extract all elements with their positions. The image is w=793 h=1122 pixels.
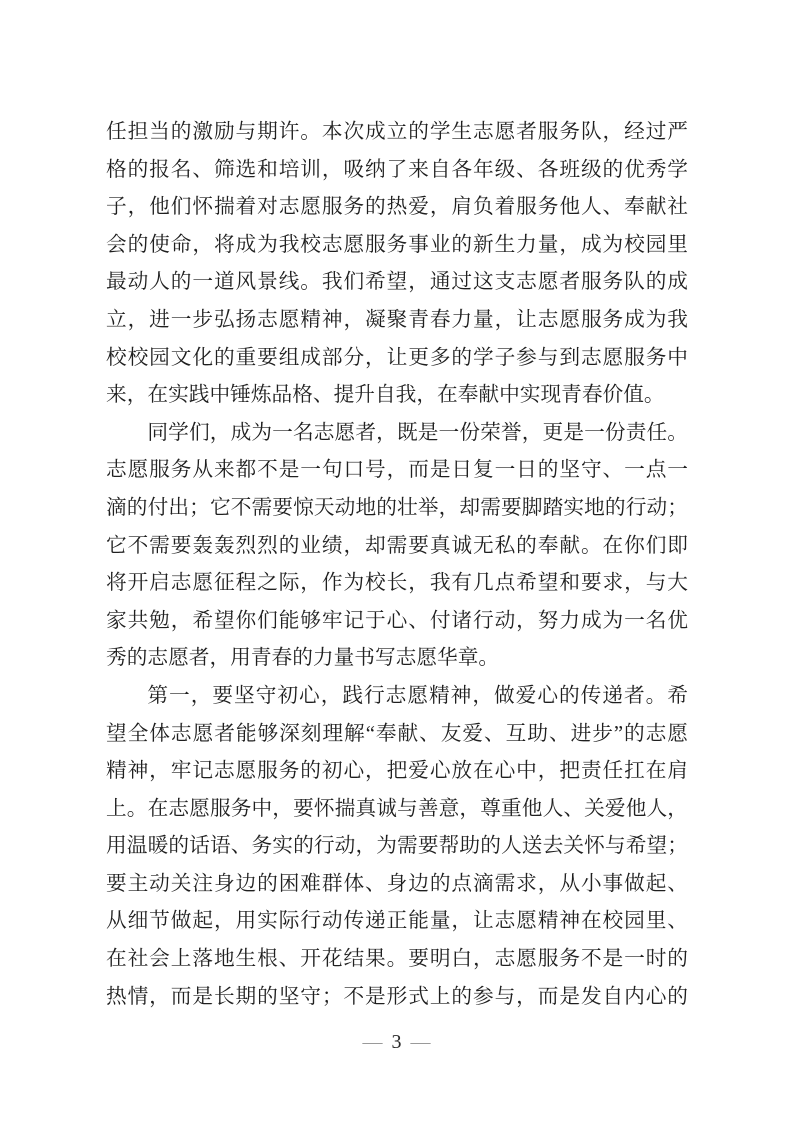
- document-line: 格的报名、筛选和培训，吸纳了来自各年级、各班级的优秀学: [106, 158, 688, 181]
- page-number-right-dash: —: [410, 1031, 431, 1053]
- document-line: 滴的付出；它不需要惊天动地的壮举，却需要脚踏实地的行动；: [106, 496, 688, 519]
- document-line: 在社会上落地生根、开花结果。要明白，志愿服务不是一时的: [106, 948, 688, 971]
- page-number-left-dash: —: [362, 1031, 383, 1053]
- document-line: 上。在志愿服务中，要怀揣真诚与善意，尊重他人、关爱他人，: [106, 797, 688, 820]
- document-line: 秀的志愿者，用青春的力量书写志愿华章。: [106, 647, 500, 670]
- page-number: 3: [391, 1031, 402, 1053]
- document-line: 校校园文化的重要组成部分，让更多的学子参与到志愿服务中: [106, 346, 688, 369]
- document-line: 第一，要坚守初心，践行志愿精神，做爱心的传递者。希: [147, 684, 688, 707]
- document-line: 志愿服务从来都不是一句口号，而是日复一日的坚守、一点一: [106, 459, 688, 482]
- document-line: 会的使命，将成为我校志愿服务事业的新生力量，成为校园里: [106, 233, 688, 256]
- document-line: 任担当的激励与期许。本次成立的学生志愿者服务队，经过严: [106, 121, 688, 143]
- document-line: 精神，牢记志愿服务的初心，把爱心放在心中，把责任扛在肩: [106, 760, 688, 783]
- document-line: 最动人的一道风景线。我们希望，通过这支志愿者服务队的成: [106, 271, 688, 294]
- document-line: 立，进一步弘扬志愿精神，凝聚青春力量，让志愿服务成为我: [106, 308, 688, 331]
- document-line: 用温暖的话语、务实的行动，为需要帮助的人送去关怀与希望；: [106, 835, 688, 858]
- document-line: 它不需要轰轰烈烈的业绩，却需要真诚无私的奉献。在你们即: [106, 534, 688, 557]
- document-body: [106, 114, 688, 1016]
- document-line: 要主动关注身边的困难群体、身边的点滴需求，从小事做起、: [106, 872, 688, 895]
- page-number-footer: [0, 1030, 793, 1054]
- document-line: 家共勉，希望你们能够牢记于心、付诸行动，努力成为一名优: [106, 609, 688, 632]
- document-line: 从细节做起，用实际行动传递正能量，让志愿精神在校园里、: [106, 910, 688, 933]
- document-line: 将开启志愿征程之际，作为校长，我有几点希望和要求，与大: [106, 572, 688, 595]
- document-line: 同学们，成为一名志愿者，既是一份荣誉，更是一份责任。: [147, 421, 688, 444]
- document-line: 热情，而是长期的坚守；不是形式上的参与，而是发自内心的: [106, 985, 688, 1008]
- document-line: 望全体志愿者能够深刻理解“奉献、友爱、互助、进步”的志愿: [106, 722, 688, 745]
- document-line: 子，他们怀揣着对志愿服务的热爱，肩负着服务他人、奉献社: [106, 196, 688, 219]
- document-line: 来，在实践中锤炼品格、提升自我，在奉献中实现青春价值。: [106, 384, 665, 407]
